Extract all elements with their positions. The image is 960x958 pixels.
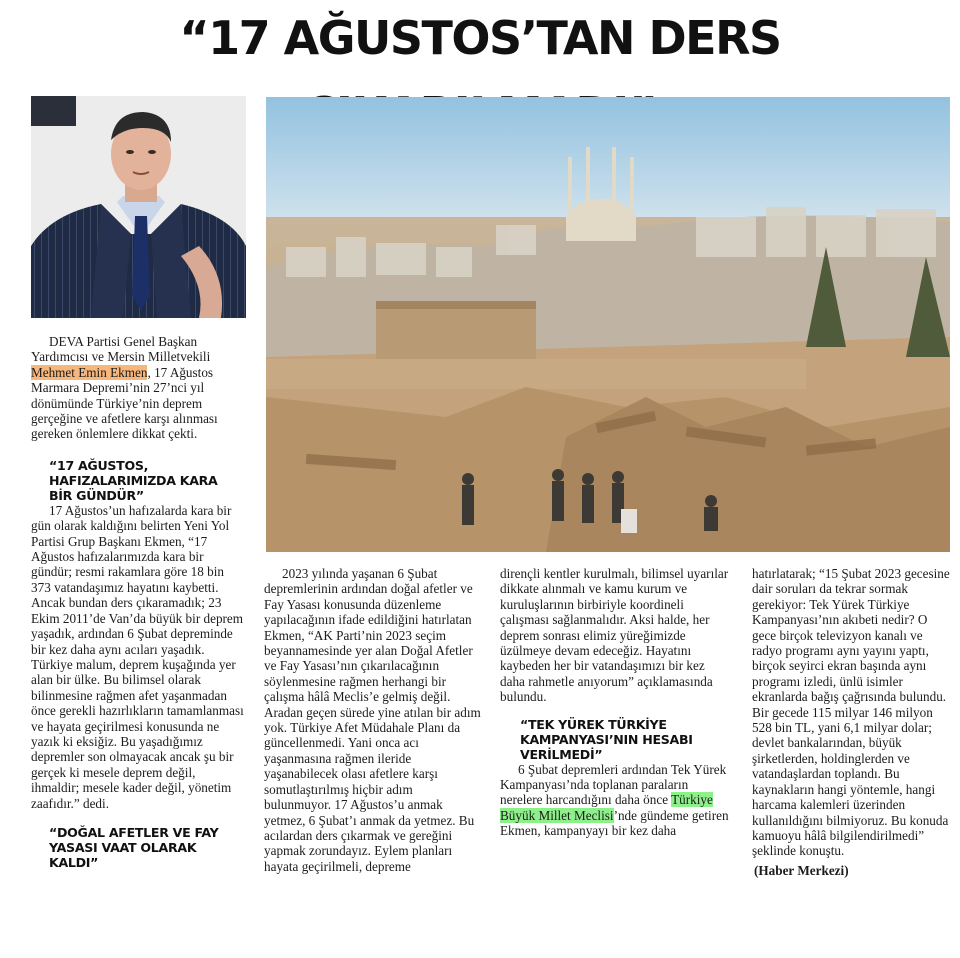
subhead-tek-yurek: “TEK YÜREK TÜRKİYE KAMPANYASI’NIN HESABI VERİLMEDİ” (520, 716, 693, 762)
tek-yurek-text: 6 Şubat depremleri ardından Tek Yürek Kampanyası’nda toplanan paraların nerelere harcandığını daha önce (500, 761, 727, 808)
intro-text-cont: , 17 Ağustos Marmara Depremi’nin 27’nci yıl dönümünde Türkiye’nin deprem gerçeğine ve afetlere karşı alınması gereken önlemlere dikkat çekti. (31, 364, 218, 442)
subhead-kara-gun: “17 AĞUSTOS, HAFIZALARIMIZDA KARA BİR GÜNDÜR” (49, 457, 218, 503)
byline-signature: (Haber Merkezi) (754, 862, 849, 878)
article-column-4 (752, 566, 952, 878)
paragraph-dirençli-kentler: dirençli kentler kurulmalı, bilimsel uyarılar dikkate alınmalı ve kamu kurum ve kuruluşlarının birbiriyle koordineli çalışması sağlanmalıdır. Aksi halde, her deprem sonrası elimiz yüreğimizde üzülmeye devam edeceğiz. Hayatını kaybeden her bir vatandaşımızı bir kez daha rahmetle anıyorum” açıklamasında bulundu. (500, 566, 729, 705)
article-column-3 (500, 566, 732, 839)
article-column-2 (264, 566, 482, 874)
earthquake-ruins-photo (266, 97, 950, 552)
article-column-1 (31, 334, 247, 870)
portrait-photo (31, 96, 246, 318)
tek-yurek-text-cont: ’nde gündeme getiren Ekmen, kampanyayı bir kez daha (500, 807, 729, 839)
subhead-fay-yasasi: “DOĞAL AFETLER VE FAY YASASI VAAT OLARAK KALDI” (49, 824, 219, 870)
paragraph-fay-yasasi: 2023 yılında yaşanan 6 Şubat depremlerinin ardından doğal afetler ve Fay Yasası konusunda düzenleme yapılacağının ifade edildiğini hatırlatan Ekmen, “AK Parti’nin 2023 seçim beyannamesinde yer alan Doğal Afetler ve Fay Yasası’nın çıkarılacağının söylenmesine rağmen herhangi bir çalışma hâlâ Meclis’e gelmiş değil. Aradan geçen sürede yine atılan bir adım yok. Türkiye Afet Müdahale Planı da güncellenmedi. Yani onca acı yaşanmasına rağmen ileride yaşanabilecek olası afetlere karşı somutlaştırılmış hiçbir adım bulunmuyor. 17 Ağustos’u anmak yetmez, 6 Şubat’ı anmak da yetmez. Bu acılardan ders çıkarmak ve gereğini yapmak zorundayız. Eylem planları hayata geçirilmeli, depreme (264, 566, 481, 874)
paragraph-kara-gun: 17 Ağustos’un hafızalarda kara bir gün olarak kaldığını belirten Yeni Yol Partisi Grup Başkanı Ekmen, “17 Ağustos hafızalarımızda kara bir gündür; resmi rakamlara göre 18 bin 373 vatandaşımız hayatını kaybetti. Ancak bundan ders çıkaramadık; 23 Ekim 2011’de Van’da büyük bir deprem yaşadık, ardından 6 Şubat depreminde bir kez daha aynı acıları yaşadık. Türkiye malum, deprem kuşağında yer alan bir ülke. Bu bilimsel olarak bilinmesine rağmen afet yaşanmadan önce gerekli hazırlıkların tamamlanması ve hayata geçirilmesi konusunda ne yazık ki eksiğiz. Bu yaşadığımız depremler son olmayacak ancak şu bir gerçek ki mesele deprem değil, ihmaldir; mesele kader değil, yönetim zaafıdır.” dedi. (31, 502, 244, 811)
paragraph-15-subat: hatırlatarak; “15 Şubat 2023 gecesine dair soruları da tekrar sormak gerekiyor: Tek Yürek Türkiye Kampanyası’nın akıbeti nedir? O gece birçok televizyon kanalı ve radyo programı aynı yayını yaptı, birçok seyirci ekran başında aynı programı izledi, ünlü isimler ekranlarda bağış çağrısında bulundu. Bir gecede 115 milyar 146 milyon 528 bin TL, yani 6,1 milyar dolar; devlet bankalarından, büyük şirketlerden, holdinglerden ve vatandaşlardan toplandı. Bu kaynakların hangi yöntemle, hangi harcama kalemleri üzerinden kullanıldığını bilmiyoruz. Bu konuda kamuoyu hâlâ bilgilendirilmedi” şeklinde konuştu. (752, 566, 950, 859)
intro-paragraph (31, 334, 247, 442)
intro-text: DEVA Partisi Genel Başkan Yardımcısı ve Mersin Milletvekili (31, 334, 211, 365)
page-headline: “17 AĞUSTOS’TAN DERS (179, 11, 781, 65)
highlighted-name: Mehmet Emin Ekmen (31, 364, 148, 380)
highlighted-tbmm: Türkiye Büyük Millet Meclisi (500, 792, 713, 823)
paragraph-tek-yurek (500, 762, 732, 839)
